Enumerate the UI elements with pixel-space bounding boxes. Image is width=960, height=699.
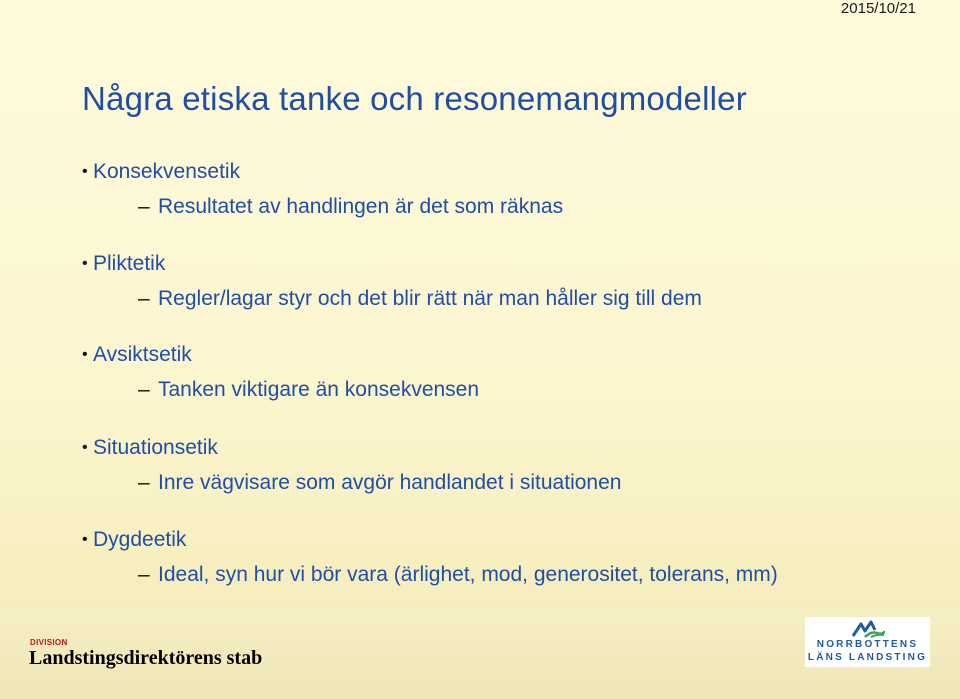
dash-icon: – — [138, 195, 150, 218]
dash-icon: – — [138, 563, 150, 586]
dash-icon: – — [138, 287, 150, 310]
sub-text: Ideal, syn hur vi bör vara (ärlighet, mod, generositet, tolerans, mm) — [158, 563, 778, 586]
sub-text: Tanken viktigare än konsekvensen — [158, 378, 480, 401]
logo-text-line1: NORRBOTTENS — [816, 639, 919, 650]
bullet-heading: Situationsetik — [93, 436, 218, 459]
bullet-item-dygdeetik — [82, 528, 186, 552]
sub-text: Inre vägvisare som avgör handlandet i situationen — [158, 471, 622, 494]
bullet-dot-icon: • — [82, 346, 88, 363]
bullet-heading: Pliktetik — [93, 252, 166, 275]
slide-title: Några etiska tanke och resonemangmodeller — [82, 80, 747, 117]
dash-icon: – — [138, 378, 150, 401]
sub-text: Regler/lagar styr och det blir rätt när man håller sig till dem — [158, 287, 702, 310]
bullet-item-konsekvensetik — [82, 160, 240, 184]
sub-text: Resultatet av handlingen är det som räknas — [158, 195, 564, 218]
sub-item — [138, 378, 479, 402]
division-label: DIVISION — [30, 638, 68, 647]
bullet-heading: Dygdeetik — [93, 528, 187, 551]
bullet-heading: Avsiktsetik — [93, 343, 192, 366]
bullet-dot-icon: • — [82, 163, 88, 180]
bullet-heading: Konsekvensetik — [93, 160, 241, 183]
bullet-dot-icon: • — [82, 255, 88, 272]
sub-item — [138, 563, 778, 587]
organization-logo — [805, 617, 930, 667]
division-name: Landstingsdirektörens stab — [29, 647, 263, 669]
bullet-item-situationsetik — [82, 436, 218, 460]
sub-item — [138, 287, 702, 311]
slide-date: 2015/10/21 — [840, 0, 916, 17]
norrbotten-logo-icon — [851, 619, 885, 639]
bullet-dot-icon: • — [82, 439, 88, 456]
bullet-dot-icon: • — [82, 531, 88, 548]
logo-text-line2: LÄNS LANDSTING — [807, 652, 928, 663]
bullet-item-avsiktsetik — [82, 343, 192, 367]
sub-item — [138, 471, 621, 495]
bullet-item-pliktetik — [82, 252, 165, 276]
sub-item — [138, 195, 563, 219]
dash-icon: – — [138, 471, 150, 494]
